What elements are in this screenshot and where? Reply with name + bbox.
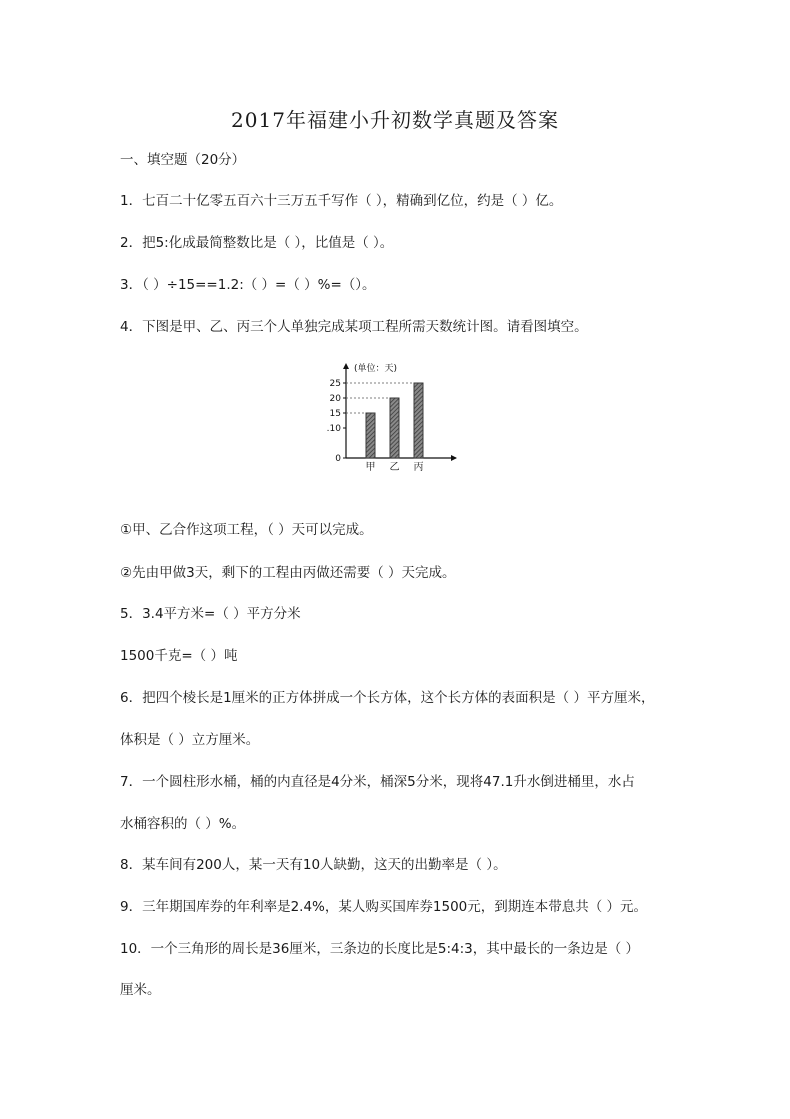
y-tick-label: 15 <box>329 409 341 419</box>
page-title: 2017年福建小升初数学真题及答案 <box>231 108 559 132</box>
x-category-label: 丙 <box>413 462 424 472</box>
question-5-part-1: 5．3.4平方米=（ ）平方分米 <box>120 606 301 622</box>
question-8: 8．某车间有200人，某一天有10人缺勤，这天的出勤率是（ ）。 <box>120 857 507 873</box>
bar-chart <box>318 360 464 472</box>
question-2: 2．把5:化成最简整数比是（ ），比值是（ ）。 <box>120 235 394 251</box>
question-10-line-2: 厘米。 <box>120 982 161 998</box>
question-3: 3．（ ）÷15==1.2:（ ）=（ ）%=（）。 <box>120 277 376 293</box>
question-1: 1．七百二十亿零五百六十三万五千写作（ ），精确到亿位，约是（ ）亿。 <box>120 193 563 209</box>
question-7-line-2: 水桶容积的（ ）%。 <box>120 816 246 832</box>
y-tick-label: 25 <box>329 379 341 389</box>
y-tick-label: .10 <box>326 424 341 434</box>
bar-1 <box>366 413 375 458</box>
x-category-label: 乙 <box>389 462 400 472</box>
x-category-label: 甲 <box>365 462 376 472</box>
y-tick-label: 0 <box>335 454 341 464</box>
question-4-part-2: ②先由甲做3天，剩下的工程由丙做还需要（ ）天完成。 <box>120 565 456 581</box>
question-5-part-2: 1500千克=（ ）吨 <box>120 648 238 664</box>
bar-3 <box>414 383 423 458</box>
bar-chart-svg <box>318 360 464 472</box>
y-axis-arrow <box>343 363 349 369</box>
chart-unit-label: (单位：天) <box>354 364 398 374</box>
question-10-line-1: 10．一个三角形的周长是36厘米，三条边的长度比是5:4:3，其中最长的一条边是（ ） <box>120 941 640 957</box>
section-heading: 一、填空题（20分） <box>120 152 246 168</box>
question-6-line-2: 体积是（ ）立方厘米。 <box>120 732 260 748</box>
bar-2 <box>390 398 399 458</box>
question-9: 9．三年期国库券的年利率是2.4%，某人购买国库券1500元，到期连本带息共（ ）元。 <box>120 899 648 915</box>
question-6-line-1: 6．把四个棱长是1厘米的正方体拼成一个长方体，这个长方体的表面积是（ ）平方厘米， <box>120 690 655 706</box>
question-7-line-1: 7．一个圆柱形水桶，桶的内直径是4分米，桶深5分米，现将47.1升水倒进桶里，水占 <box>120 774 635 790</box>
x-axis-arrow <box>451 455 457 461</box>
question-4: 4．下图是甲、乙、丙三个人单独完成某项工程所需天数统计图。请看图填空。 <box>120 319 588 335</box>
question-4-part-1: ①甲、乙合作这项工程，（ ）天可以完成。 <box>120 522 373 538</box>
y-tick-label: 20 <box>329 394 341 404</box>
